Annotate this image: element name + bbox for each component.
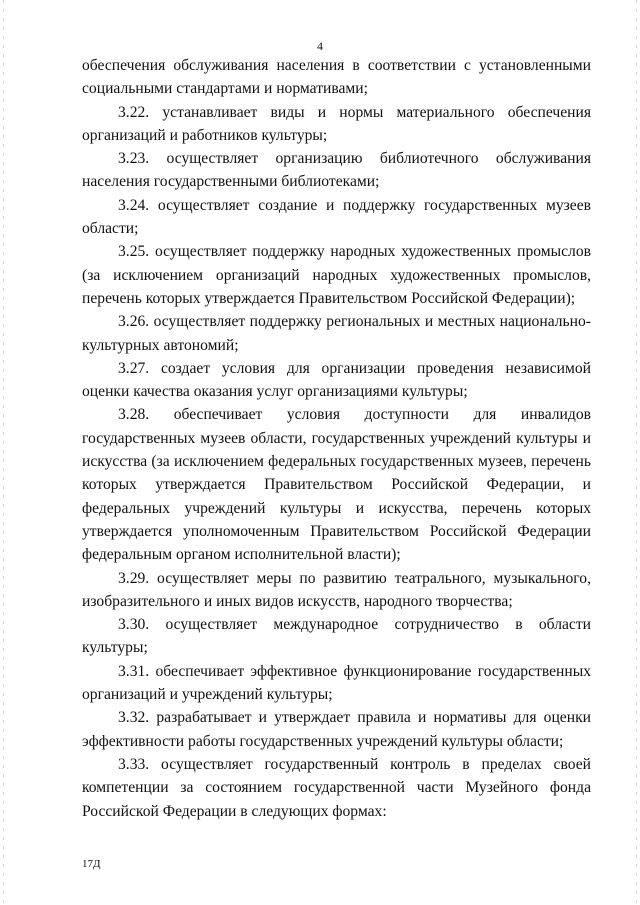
paragraph-3-33: 3.33. осуществляет государственный контроль в пределах своей компетенции за состоянием государственной части Музейного фонда Российской Федерации в следующих формах: [82,755,591,820]
paragraph-3-30: 3.30. осуществляет международное сотрудничество в области культуры; [82,616,591,657]
scan-edge-left [3,0,4,905]
footer-code: 17Д [82,858,101,870]
paragraph-3-29: 3.29. осуществляет меры по развитию театрального, музыкального, изобразительного и иных видов искусств, народного творчества; [82,569,591,610]
document-body [82,54,591,823]
paragraph-3-28: 3.28. обеспечивает условия доступности для инвалидов государственных музеев области, государственных учреждений культуры и искусства (за исключением федеральных государственных музеев, перечень которых утверждается Правительством Российской Федерации, и федеральных учреждений культуры и искусства, перечень которых утверждается уполномоченным Правительством Российской Федерации федеральным органом исполнительной власти); [82,406,591,564]
page-number: 4 [317,39,323,53]
paragraph-3-23: 3.23. осуществляет организацию библиотечного обслуживания населения государственными библиотеками; [82,150,591,191]
scan-edge-right [636,0,637,905]
paragraph-continuation: обеспечения обслуживания населения в соответствии с установленными социальными стандартами и нормативами; [82,57,591,98]
paragraph-3-32: 3.32. разрабатывает и утверждает правила и нормативы для оценки эффективности работы государственных учреждений культуры области; [82,709,591,750]
paragraph-3-27: 3.27. создает условия для организации проведения независимой оценки качества оказания услуг организациями культуры; [82,359,591,401]
paragraph-3-31: 3.31. обеспечивает эффективное функционирование государственных организаций и учреждений культуры; [82,662,591,704]
paragraph-3-22: 3.22. устанавливает виды и нормы материального обеспечения организаций и работников культуры; [82,103,591,144]
paragraph-3-24: 3.24. осуществляет создание и поддержку государственных музеев области; [82,196,591,238]
paragraph-3-26: 3.26. осуществляет поддержку региональных и местных национально-культурных автономий; [82,313,591,354]
paragraph-3-25: 3.25. осуществляет поддержку народных художественных промыслов (за исключением организаций народных художественных промыслов, перечень которых утверждается Правительством Российской Федерации); [82,243,591,307]
